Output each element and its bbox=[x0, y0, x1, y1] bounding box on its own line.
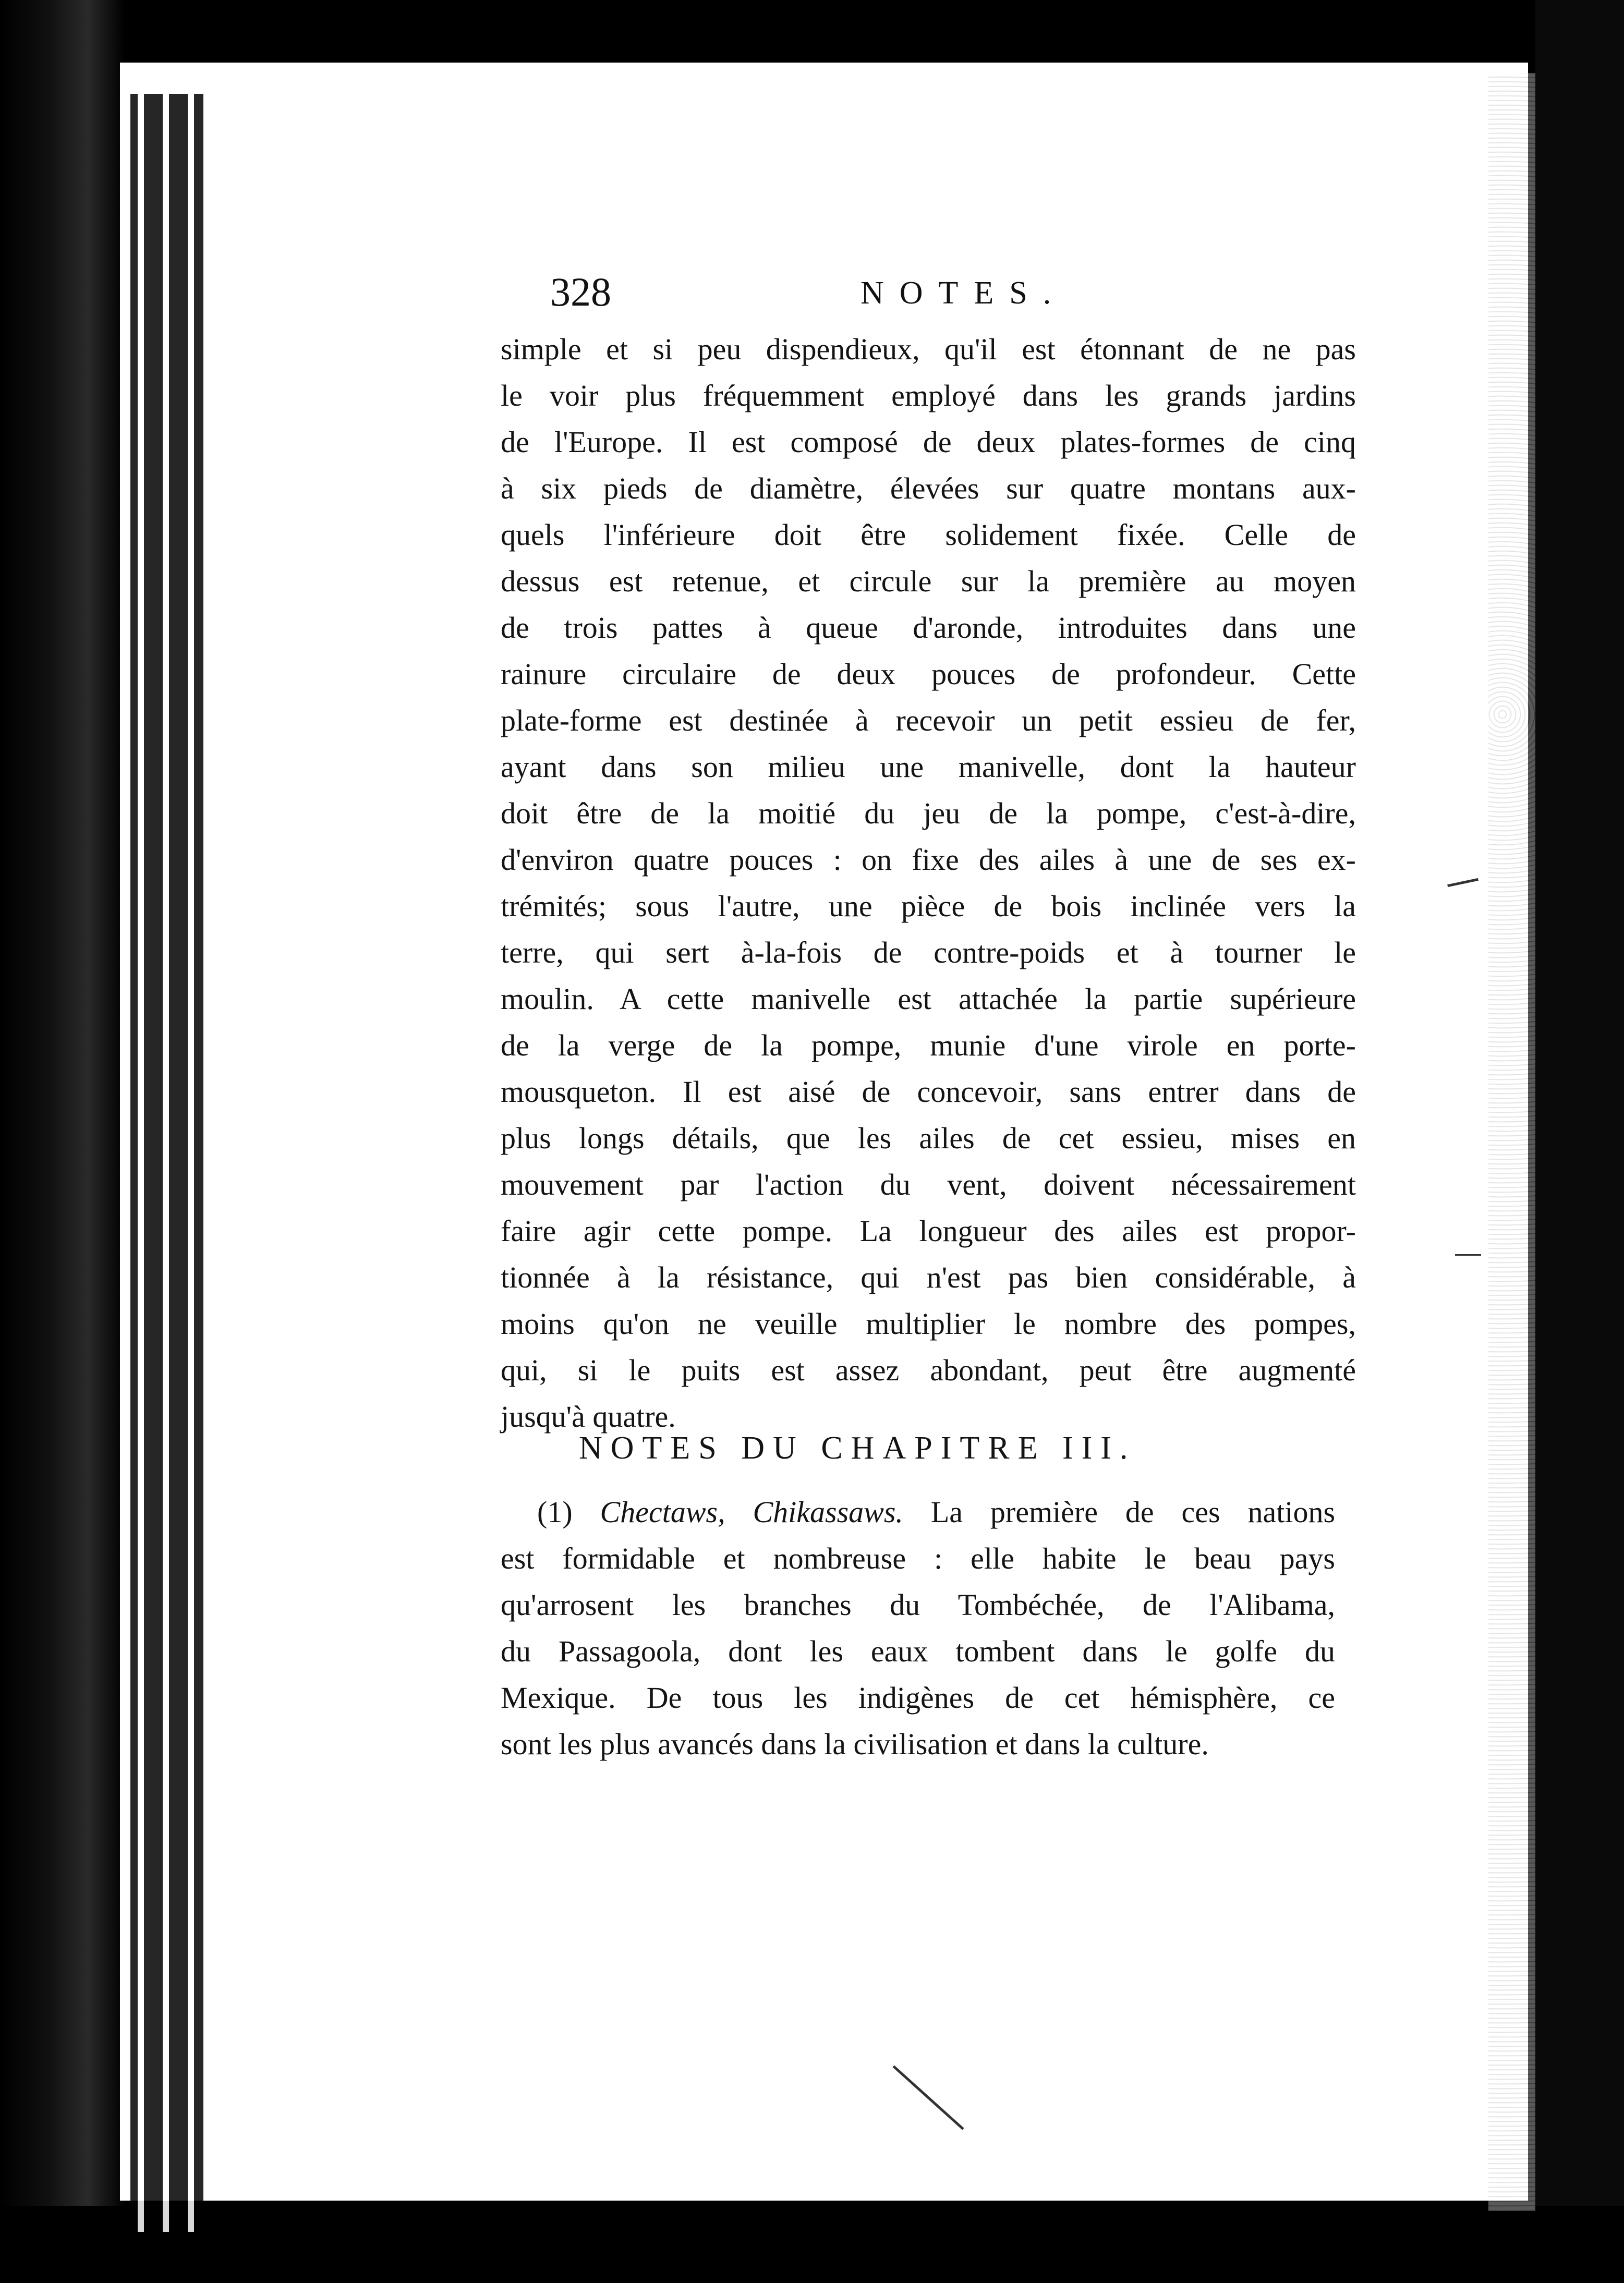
text-line: trémités; sous l'autre, une pièce de bois inclinée vers la bbox=[501, 889, 1356, 923]
text-line: simple et si peu dispendieux, qu'il est étonnant de ne pas bbox=[501, 332, 1356, 366]
text-line: d'environ quatre pouces : on fixe des ailes à une de ses ex- bbox=[501, 843, 1356, 877]
note-first-line bbox=[501, 1489, 1335, 1535]
scan-left-border bbox=[0, 0, 125, 2283]
text-line: jusqu'à quatre. bbox=[501, 1400, 676, 1434]
text-line: plus longs détails, que les ailes de cet essieu, mises en bbox=[501, 1121, 1356, 1155]
text-line: à six pieds de diamètre, élevées sur quatre montans aux- bbox=[501, 471, 1356, 505]
note-first-line-text: La première de ces nations bbox=[930, 1495, 1336, 1529]
body-text bbox=[501, 326, 1356, 1440]
text-line: tionnée à la résistance, qui n'est pas bien considérable, à bbox=[501, 1260, 1356, 1294]
text-line: faire agir cette pompe. La longueur des ailes est propor- bbox=[501, 1214, 1356, 1248]
scan-mark bbox=[1455, 1254, 1481, 1256]
text-line: moins qu'on ne veuille multiplier le nombre des pompes, bbox=[501, 1307, 1356, 1341]
text-line: est formidable et nombreuse : elle habite le beau pays bbox=[501, 1541, 1335, 1575]
text-line: doit être de la moitié du jeu de la pompe, c'est-à-dire, bbox=[501, 796, 1356, 830]
scan-bottom-border bbox=[0, 2206, 1624, 2283]
text-line: mousqueton. Il est aisé de concevoir, sans entrer dans de bbox=[501, 1075, 1356, 1109]
note-italic-terms: Chectaws, Chikassaws. bbox=[600, 1495, 903, 1529]
text-line: de trois pattes à queue d'aronde, introduites dans une bbox=[501, 611, 1356, 645]
page-header bbox=[550, 269, 1385, 326]
scan-top-border bbox=[0, 0, 1624, 68]
text-line: terre, qui sert à-la-fois de contre-poids et à tourner le bbox=[501, 936, 1356, 969]
text-line: sont les plus avancés dans la civilisation et dans la culture. bbox=[501, 1727, 1209, 1761]
text-line: quels l'inférieure doit être solidement fixée. Celle de bbox=[501, 518, 1356, 552]
scan-right-border bbox=[1535, 0, 1624, 2283]
text-line: mouvement par l'action du vent, doivent nécessairement bbox=[501, 1168, 1356, 1201]
text-line: Mexique. De tous les indigènes de cet hémisphère, ce bbox=[501, 1681, 1335, 1715]
text-line: moulin. A cette manivelle est attachée la partie supérieure bbox=[501, 982, 1356, 1016]
text-line: rainure circulaire de deux pouces de profondeur. Cette bbox=[501, 657, 1356, 691]
text-line: ayant dans son milieu une manivelle, dont la hauteur bbox=[501, 750, 1356, 784]
text-line: qui, si le puits est assez abondant, peut être augmenté bbox=[501, 1353, 1356, 1387]
text-line: de la verge de la pompe, munie d'une virole en porte- bbox=[501, 1028, 1356, 1062]
page-edge-speckle bbox=[1488, 73, 1535, 2211]
text-line: dessus est retenue, et circule sur la première au moyen bbox=[501, 564, 1356, 598]
page-number: 328 bbox=[550, 269, 611, 314]
running-head: NOTES. bbox=[861, 275, 1067, 311]
text-line: le voir plus fréquemment employé dans les grands jardins bbox=[501, 379, 1356, 412]
section-heading: NOTES DU CHAPITRE III. bbox=[579, 1430, 1136, 1466]
note-number: (1) bbox=[537, 1495, 573, 1529]
text-line: qu'arrosent les branches du Tombéchée, de l'Alibama, bbox=[501, 1588, 1335, 1622]
text-line: plate-forme est destinée à recevoir un petit essieu de fer, bbox=[501, 703, 1356, 737]
text-line: du Passagoola, dont les eaux tombent dans le golfe du bbox=[501, 1634, 1335, 1668]
chapter-note bbox=[501, 1489, 1335, 1767]
page-gutter-shadow bbox=[130, 94, 203, 2232]
text-line: de l'Europe. Il est composé de deux plates-formes de cinq bbox=[501, 425, 1356, 459]
